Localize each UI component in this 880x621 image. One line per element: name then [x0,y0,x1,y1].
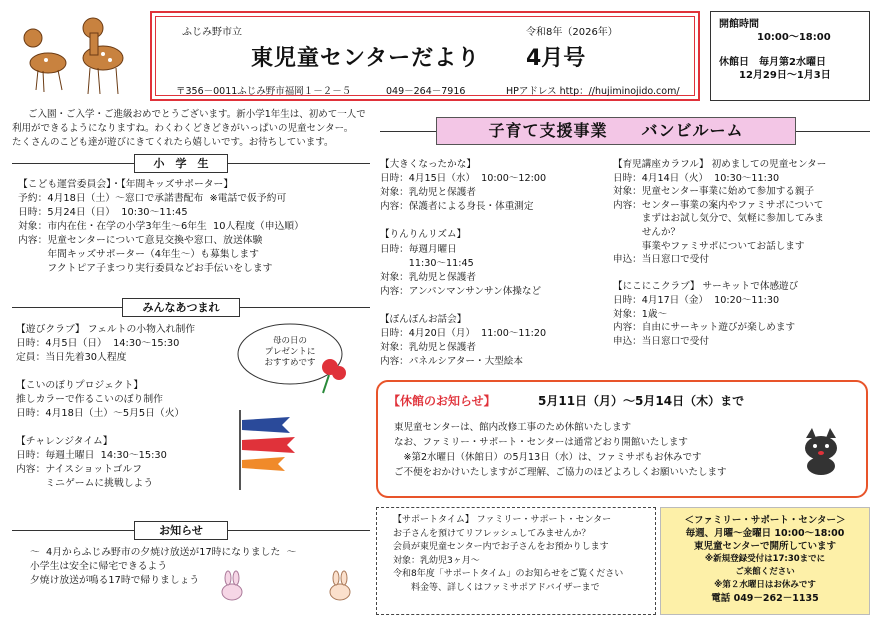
koinobori-icon [230,405,320,495]
phone: 049－264－7916 [386,86,466,97]
closure-body: 東児童センターは、館内改修工事のため休館いたします なお、ファミリー・サポート・センターは通常どおり開館いたします ※第2水曜日（休館日）の5月13日（水）は、ファミサポもお休みです ご不便をおかけいたしますがご理解、ご協力のほどよろしくお願いいたします [394,422,727,478]
header-box [150,11,700,101]
bambi-banner: 子育て支援事業 バンビルーム [436,117,796,145]
closure-notice [376,380,868,498]
elementary-body: 【こども運営委員会】・【年間キッズサポーター】 予約：4月18日（土）～窓口で承諾書配布 ※電話で仮予約可 日時：5月24日（日） 10:30～11:45 対象：市内在住・在学の小学3年生～6年生 10人程度（申込順） 内容：児童センターについて意見交換や窓口、放送体験 年間キッズサポーター（4年生～）も募集します フクトピア子まつり実行委員などお手伝いをします [18,179,304,274]
rabbit-icon [218,570,258,604]
fsc-title: ＜ファミリー・サポート・センター＞ [684,515,846,526]
fsc-phone: 電話 049－262－1135 [711,593,819,604]
intro-line: たくさんのこども達が遊びにきてくれたら嬉しいです。お待ちしています。 [12,137,334,148]
cat-icon [796,426,846,476]
open-label: 開館時間 [719,19,759,30]
bambi-right-column: 【育児講座カラフル】 初めましての児童センター 日時：4月14日（火） 10:30～11:30 対象：児童センター事業に始めて参加する親子 内容：センター事業の案内やファミサポについて まずはお試し気分で、気軽に参加してみま せんか？ 事業やファミサポについてお話します 申込：当日窓口で受付 【にこにこクラブ】 サーキットで体感遊び 日時：4月17日（金） 10:20～11:30 対象：1歳～ 内容：自由にサーキット遊びが楽しめます 申込：当日窓口で受付 [613,159,827,347]
newsletter-title: 東児童センターだより [251,46,481,71]
fsc-note: ※新規登録受付は17:30までに [704,554,826,564]
hours-box [710,11,870,101]
bambi-left-column: 【大きくなったかな】 日時：4月15日（水） 10:00～12:00 対象：乳幼児と保護者 内容：保護者による身長・体重測定 【りんりんリズム】 日時：毎週月曜日 11:30～11:45 対象：乳幼児と保護者 内容：アンパンマンサンサン体操など 【ぽんぽんお話会】 日時：4月20日（月） 11:00～11:20 対象：乳幼児と保護者 内容：パネルシアター・大型絵本 [380,159,547,368]
notice-body: ～ 4月からふじみ野市の夕焼け放送が17時になりました ～ 小学生は安全に帰宅できるよう 夕焼け放送が鳴る17時で帰りましょう [30,547,297,586]
publisher: ふじみ野市立 [182,27,242,38]
intro-line: 利用ができるようになりますね。わくわくどきどきがいっぱいの児童センター。 [12,123,354,134]
intro-line: ご入園・ご入学・ご進級おめでとうございます。新小学1年生は、初めて一人で [28,109,366,120]
elementary-label: 小 学 生 [134,154,228,173]
deer-illustration [8,8,143,98]
issue-date: 令和8年（2026年） [526,27,618,38]
issue-month: 4月号 [526,46,586,71]
fsc-note: ※第２水曜日はお休みです [714,580,816,590]
bunny-icon [320,570,360,604]
support-time-box: 【サポートタイム】 ファミリー・サポート・センター お子さんを預けてリフレッシュしてみませんか？ 会員が東児童センター内でお子さんをお預かりします 対象：乳幼児3ヶ月～ 令和8年度「サポートタイム」のお知らせをご覧ください 料金等、詳しくはファミサポアドバイザーまで [376,507,656,615]
closed-label: 休館日 毎月第2水曜日 [719,57,826,68]
notice-label: お知らせ [134,521,228,540]
closure-title: 【休館のお知らせ】 [388,394,496,408]
fsc-place: 東児童センターで開所しています [693,541,837,552]
address: 〒356－0011ふじみ野市福岡１－２－５ [176,86,352,97]
gathering-label: みんなあつまれ [122,298,240,317]
homepage-link[interactable]: HPアドレス http：//hujiminojido.com/ [506,86,680,97]
intro [12,108,418,150]
closure-dates: 5月11日（月）～5月14日（木）まで [538,394,745,408]
fsc-hours: 毎週、月曜～金曜日 10:00～18:00 [685,528,845,539]
family-support-center-box [660,507,870,615]
fsc-note: ご来館ください [735,567,795,577]
gathering-body: 【遊びクラブ】 フェルトの小物入れ制作 日時：4月5日（日） 14:30～15:30 定員：当日先着30人程度 【こいのぼりプロジェクト】 推しカラーで作るこいのぼり制作 日時：4月18日（土）～5月5日（火） 【チャレンジタイム】 日時：毎週土曜日 14:30～15:30 内容：ナイスショットゴルフ ミニゲームに挑戦しよう [16,324,196,489]
carnation-icon [315,355,355,395]
closed-extra: 12月29日～1月3日 [739,70,831,81]
bubble-text: 母の日の プレゼントに おすすめです [264,336,316,368]
open-time: 10:00～18:00 [757,32,831,43]
